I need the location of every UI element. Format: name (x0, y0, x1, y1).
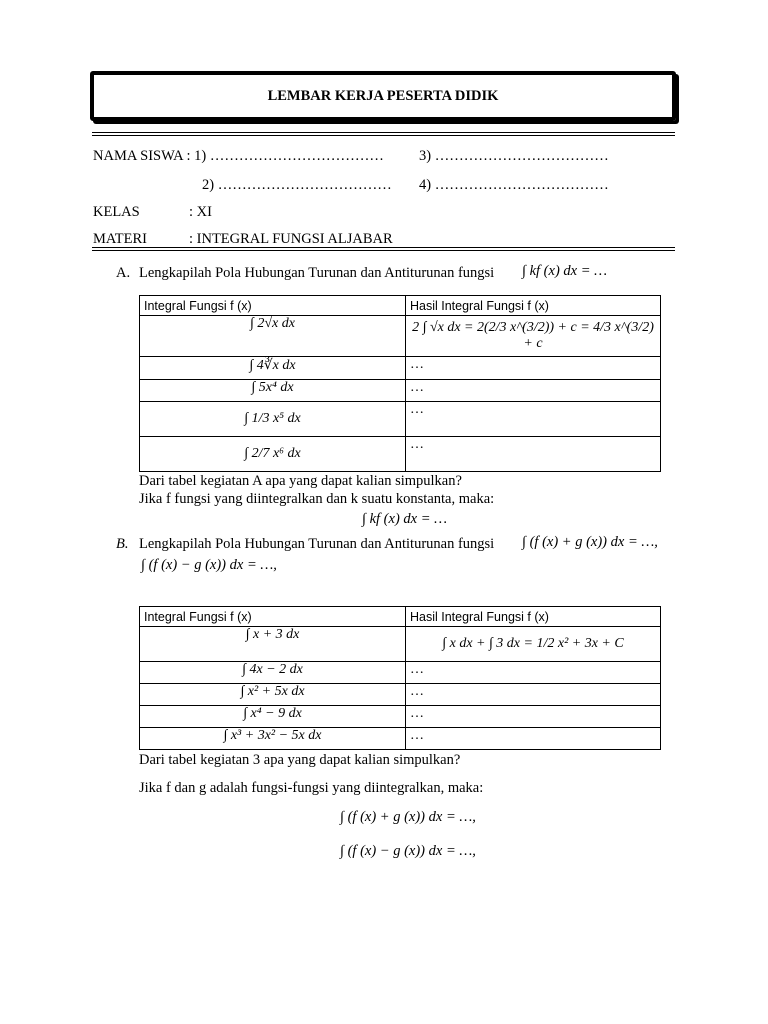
divider-top (92, 132, 675, 133)
section-b-conclusion-2: ∫ (f (x) − g (x)) dx = …, (340, 843, 476, 859)
table-a-integral-4: ∫ 1/3 x⁵ dx (140, 402, 406, 437)
materi-label: MATERI (93, 231, 147, 247)
divider-mid-2 (92, 250, 675, 251)
table-row (140, 728, 661, 750)
section-b-instruction: Lengkapilah Pola Hubungan Turunan dan Antiturunan fungsi (139, 536, 495, 552)
nama-slot-3: 3) ……………………………… (419, 148, 609, 164)
table-row (140, 684, 661, 706)
divider-top-2 (92, 135, 675, 136)
table-b-result-3[interactable]: … (406, 684, 661, 706)
table-a-integral-1: ∫ 2√x dx (140, 316, 406, 357)
table-b-result-4[interactable]: … (406, 706, 661, 728)
section-b-formula-2: ∫ (f (x) − g (x)) dx = …, (141, 557, 277, 573)
section-b-marker: B. (116, 536, 129, 552)
table-b-integral-3: ∫ x² + 5x dx (140, 684, 406, 706)
table-a-integral-5: ∫ 2/7 x⁶ dx (140, 437, 406, 472)
kelas-label: KELAS (93, 204, 140, 220)
table-b-integral-2: ∫ 4x − 2 dx (140, 662, 406, 684)
table-b-result-5[interactable]: … (406, 728, 661, 750)
table-b-header-integral: Integral Fungsi f (x) (140, 607, 406, 627)
table-a-result-2[interactable]: … (406, 357, 661, 380)
divider-mid (92, 247, 675, 248)
table-a (139, 295, 661, 472)
page-title (90, 71, 676, 121)
nama-siswa-label: NAMA SISWA : 1) ……………………………… (93, 148, 384, 164)
section-a-question: Dari tabel kegiatan A apa yang dapat kalian simpulkan? (139, 473, 462, 489)
table-a-result-3[interactable]: … (406, 380, 661, 402)
table-b-header-result: Hasil Integral Fungsi f (x) (406, 607, 661, 627)
table-row (140, 357, 661, 380)
table-a-result-1: 2 ∫ √x dx = 2(2/3 x^(3/2)) + c = 4/3 x^(3/2) + c (406, 316, 661, 357)
nama-slot-4: 4) ……………………………… (419, 177, 609, 193)
page-title-text: LEMBAR KERJA PESERTA DIDIK (267, 87, 499, 104)
table-row (140, 402, 661, 437)
table-b (139, 606, 661, 750)
section-a-marker: A. (116, 265, 131, 281)
table-b-integral-1: ∫ x + 3 dx (140, 627, 406, 662)
table-row (140, 380, 661, 402)
section-a-instruction: Lengkapilah Pola Hubungan Turunan dan Antiturunan fungsi (139, 265, 495, 281)
table-a-result-4[interactable]: … (406, 402, 661, 437)
table-b-integral-4: ∫ x⁴ − 9 dx (140, 706, 406, 728)
table-row (140, 662, 661, 684)
nama-slot-2: 2) ……………………………… (202, 177, 392, 193)
section-b-formula-1: ∫ (f (x) + g (x)) dx = …, (522, 534, 658, 550)
table-b-result-2[interactable]: … (406, 662, 661, 684)
table-row (140, 437, 661, 472)
table-b-integral-5: ∫ x³ + 3x² − 5x dx (140, 728, 406, 750)
table-row (140, 316, 661, 357)
section-b-conclusion-1: ∫ (f (x) + g (x)) dx = …, (340, 809, 476, 825)
kelas-value: : XI (189, 204, 212, 220)
section-a-conclusion: ∫ kf (x) dx = … (362, 511, 448, 527)
section-b-question: Dari tabel kegiatan 3 apa yang dapat kalian simpulkan? (139, 752, 461, 768)
table-a-integral-3: ∫ 5x⁴ dx (140, 380, 406, 402)
table-row (140, 706, 661, 728)
section-a-formula: ∫ kf (x) dx = … (522, 263, 608, 279)
table-a-header-result: Hasil Integral Fungsi f (x) (406, 296, 661, 316)
table-a-result-5[interactable]: … (406, 437, 661, 472)
table-a-header-integral: Integral Fungsi f (x) (140, 296, 406, 316)
table-b-result-1: ∫ x dx + ∫ 3 dx = 1/2 x² + 3x + C (406, 627, 661, 662)
section-a-statement: Jika f fungsi yang diintegralkan dan k suatu konstanta, maka: (139, 491, 495, 507)
table-a-integral-2: ∫ 4∛x dx (140, 357, 406, 380)
section-b-statement: Jika f dan g adalah fungsi-fungsi yang diintegralkan, maka: (139, 780, 484, 796)
table-row (140, 627, 661, 662)
materi-value: : INTEGRAL FUNGSI ALJABAR (189, 231, 393, 247)
